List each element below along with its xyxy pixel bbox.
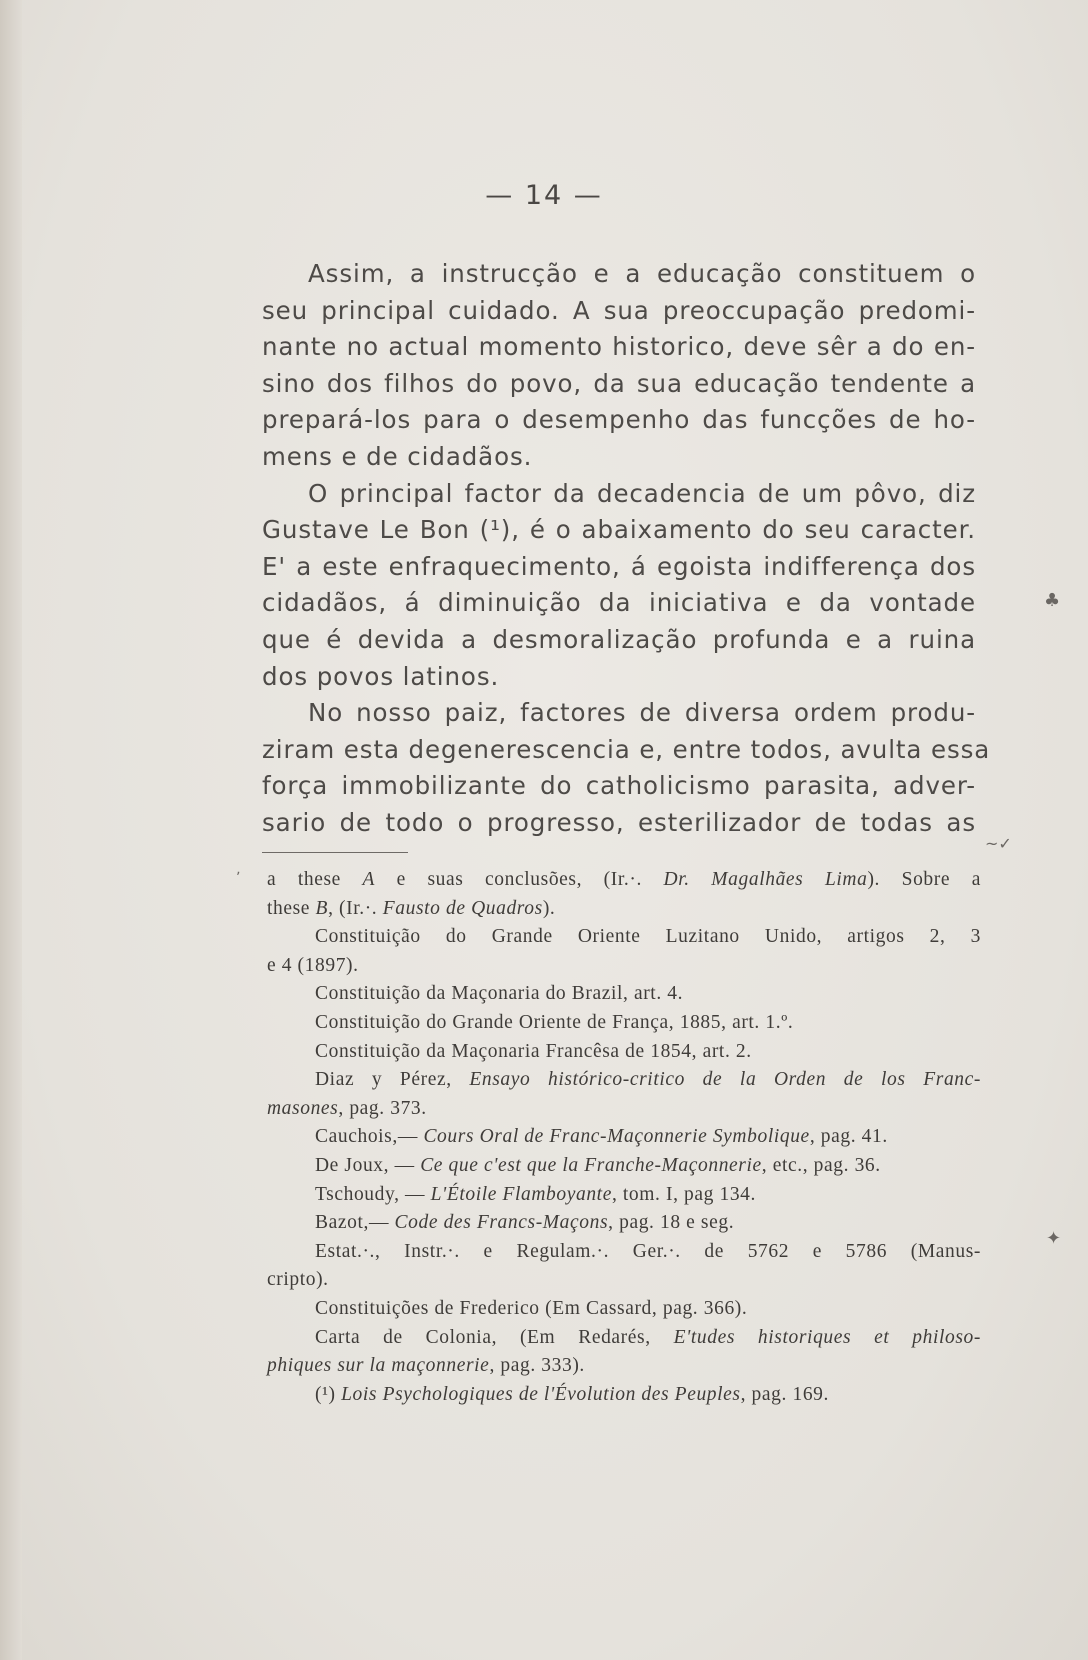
footnote-italic-text: Dr. Magalhães Lima xyxy=(663,869,868,890)
footnote-line xyxy=(267,1295,981,1324)
text-line: que é devida a desmoralização profunda e a ruina xyxy=(262,624,976,654)
footnote-text: (¹) xyxy=(315,1383,342,1405)
text-line: O principal factor da decadencia de um pôvo, diz xyxy=(308,478,976,508)
footnote-text: e 4 (1897). xyxy=(267,954,359,976)
footnote-text: Constituição da Maçonaria do Brazil, art. 4. xyxy=(315,983,684,1005)
footnote-line xyxy=(267,1152,981,1181)
margin-mark-icon: ♣ xyxy=(1044,590,1061,611)
footnote-text: , pag. 18 e seg. xyxy=(608,1212,735,1234)
text-line: sario de todo o progresso, esterilizador de todas as xyxy=(262,807,976,837)
footnote-line xyxy=(267,1066,981,1095)
footnote-line xyxy=(267,1238,981,1267)
text-line: E' a este enfraquecimento, á egoista indifferença dos xyxy=(262,551,976,581)
footnote-line xyxy=(267,1095,981,1124)
footnote-italic-text: L'Étoile Flamboyante xyxy=(430,1183,612,1205)
footnote-italic-text: Lois Psychologiques de l'Évolution des Peuples xyxy=(341,1383,741,1405)
page-edge-shadow xyxy=(0,0,22,1660)
footnote-italic-text: E'tudes historiques et philoso- xyxy=(673,1326,981,1348)
footnote-line xyxy=(267,923,981,952)
footnote-text: Constituição da Maçonaria Francêsa de 1854, art. 2. xyxy=(315,1040,752,1062)
footnote-text: Diaz y Pérez, xyxy=(315,1069,470,1091)
footnote-italic-text: Cours Oral de Franc-Maçonnerie Symbolique xyxy=(423,1126,810,1148)
text-line: nante no actual momento historico, deve sêr a do en- xyxy=(262,332,976,362)
footnote-text: Cauchois,— xyxy=(315,1126,424,1148)
footnote-line xyxy=(267,1352,981,1381)
text-line: No nosso paiz, factores de diversa ordem produ- xyxy=(308,698,976,728)
footnote-text: , tom. I, pag 134. xyxy=(611,1183,757,1205)
footnote-italic-text: phiques sur la maçonnerie xyxy=(267,1355,490,1377)
footnote-text: ). Sobre a xyxy=(867,869,981,890)
footnote-line xyxy=(267,1009,981,1038)
footnote-text: , pag. 373. xyxy=(338,1097,427,1119)
footnote-line xyxy=(267,1266,981,1295)
text-line: ziram esta degenerescencia e, entre todos, avulta essa xyxy=(262,734,991,764)
text-line: prepará-los para o desempenho das funcções de ho- xyxy=(262,405,976,435)
text-line: força immobilizante do catholicismo parasita, adver- xyxy=(262,771,976,801)
footnote-text: Carta de Colonia, (Em Redarés, xyxy=(315,1326,674,1348)
footnotes xyxy=(267,866,981,1409)
text-line: mens e de cidadãos. xyxy=(262,441,533,471)
footnote-text: Constituição do Grande Oriente Luzitano Unido, artigos 2, 3 xyxy=(315,926,981,948)
footnote-italic-text: Ce que c'est que la Franche-Maçonnerie xyxy=(420,1154,762,1176)
text-line: seu principal cuidado. A sua preoccupação predomi- xyxy=(262,295,976,325)
text-line: dos povos latinos. xyxy=(262,661,500,691)
footnote-line xyxy=(267,866,981,895)
footnote-italic-text: A xyxy=(362,869,376,890)
footnote-text: Estat.·., Instr.·. e Regulam.·. Ger.·. de 5762 e 5786 (Manus- xyxy=(315,1240,981,1262)
footnote-text: Tschoudy, — xyxy=(315,1183,431,1205)
footnote-text: , pag. 169. xyxy=(740,1383,829,1405)
footnote-text: ). xyxy=(542,897,556,919)
footnote-line xyxy=(267,952,981,981)
footnote-line xyxy=(267,1123,981,1152)
footnote-italic-text: Ensayo histórico-critico de la Orden de los Franc- xyxy=(469,1069,981,1091)
footnote-text: , pag. 333). xyxy=(489,1355,585,1377)
page-number: — 14 — xyxy=(485,180,603,211)
footnote-text: these xyxy=(267,897,316,919)
footnote-text: cripto). xyxy=(267,1269,329,1291)
footnote-text: Bazot,— xyxy=(315,1212,395,1234)
footnote-text: , pag. 41. xyxy=(809,1126,888,1148)
margin-mark-icon: ʼ xyxy=(236,870,241,886)
footnote-line xyxy=(267,1038,981,1067)
footnote-line xyxy=(267,1324,981,1353)
footnote-italic-text: masones xyxy=(267,1097,339,1119)
text-line: Gustave Le Bon (¹), é o abaixamento do seu caracter. xyxy=(262,515,976,545)
footnote-text: e suas conclusões, (Ir.·. xyxy=(375,869,664,890)
footnote-line xyxy=(267,1381,981,1410)
footnote-text: , etc., pag. 36. xyxy=(761,1154,881,1176)
footnote-text: Constituições de Frederico (Em Cassard, pag. 366). xyxy=(315,1297,748,1319)
text-line: Assim, a instrucção e a educação constituem o xyxy=(308,259,976,288)
footnote-line xyxy=(267,1209,981,1238)
text-line: cidadãos, á diminuição da iniciativa e da vontade xyxy=(262,588,976,618)
margin-mark-icon: ~✓ xyxy=(985,834,1012,853)
margin-mark-icon: ✦ xyxy=(1046,1228,1062,1249)
footnote-text: De Joux, — xyxy=(315,1154,421,1176)
footnote-text: , (Ir.·. xyxy=(328,897,383,919)
text-line: sino dos filhos do povo, da sua educação tendente a xyxy=(262,368,976,398)
footnote-text: a these xyxy=(267,869,363,890)
footnote-divider xyxy=(262,852,408,853)
footnote-line xyxy=(267,895,981,924)
footnote-line xyxy=(267,980,981,1009)
footnote-italic-text: Code des Francs-Maçons xyxy=(394,1212,609,1234)
footnote-text: Constituição do Grande Oriente de França, 1885, art. 1.º. xyxy=(315,1011,794,1033)
main-text xyxy=(262,256,991,842)
footnote-line xyxy=(267,1181,981,1210)
footnote-italic-text: Fausto de Quadros xyxy=(382,897,543,919)
footnote-italic-text: B xyxy=(315,897,329,919)
